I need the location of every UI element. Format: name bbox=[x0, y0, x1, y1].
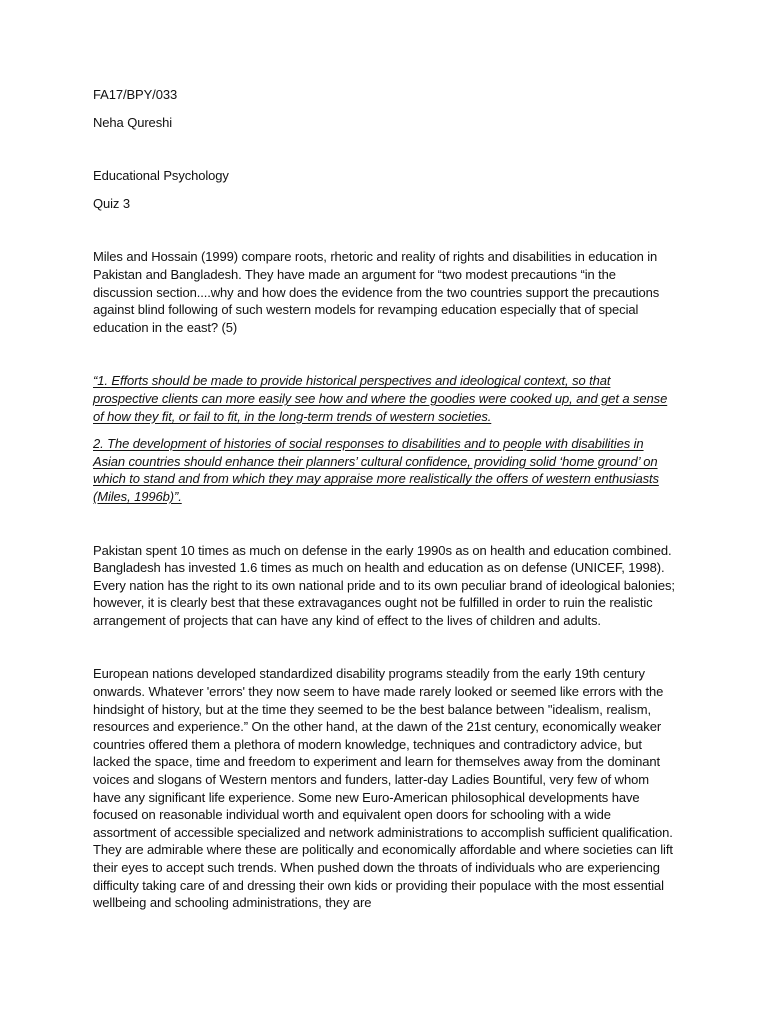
answer-paragraph-2: European nations developed standardized disability programs steadily from the early 19th century onwards. Whatever 'errors' they now seem to have made rarely looked or seemed like errors with the hindsight of history, but at the time they seemed to be the best balance between "idealism, realism, resources and experience.” On the other hand, at the dawn of the 21st century, economically weaker countries offered them a plethora of modern knowledge, techniques and contradictory advice, but lacked the space, time and freedom to experiment and learn for themselves away from the dominant voices and slogans of Western mentors and funders, latter-day Ladies Bountiful, very few of whom have any significant life experience. Some new Euro-American philosophical developments have focused on reasonable individual worth and equivalent open doors for schooling with a wide assortment of accessible specialized and network administrations to accomplish sufficient qualification. They are admirable where these are politically and economically affordable and where societies can lift their eyes to accept such trends. When pushed down the throats of individuals who are experiencing difficulty taking care of and dressing their own kids or providing their populace with the most essential wellbeing and schooling administrations, they are bbox=[93, 666, 673, 911]
answer-paragraph-1: Pakistan spent 10 times as much on defense in the early 1990s as on health and education combined. Bangladesh has invested 1.6 times as much on health and education as on defense (UNICEF, 1998). Every nation has the right to its own national pride and to its own peculiar brand of ideological balonies; however, it is clearly best that these extravagances ought not be fulfilled in order to ruin the realistic arrangement of projects that can have any kind of effect to the lives of children and adults. bbox=[93, 542, 675, 628]
student-name: Neha Qureshi bbox=[93, 114, 173, 130]
quote-precaution-1: “1. Efforts should be made to provide historical perspectives and ideological context, so that prospective clients can more easily see how and where the goodies were cooked up, and get a sense of how they fit, or fail to fit, in the long-term trends of western societies. bbox=[93, 373, 668, 424]
question-text: Miles and Hossain (1999) compare roots, rhetoric and reality of rights and disabilities in education in Pakistan and Bangladesh. They have made an argument for “two modest precautions “in the discussion section....why and how does the evidence from the two countries support the precautions against blind following of such western models for revamping education especially that of special education in the east? (5) bbox=[93, 249, 660, 335]
quote-precaution-2: 2. The development of histories of social responses to disabilities and to people with disabilities in Asian countries should enhance their planners’ cultural confidence, providing solid ‘home ground’ on which to stand and from which they may appraise more realistically the offers of western enthusiasts (Miles, 1996b)”. bbox=[93, 436, 659, 504]
assessment-title: Quiz 3 bbox=[93, 195, 130, 211]
course-title: Educational Psychology bbox=[93, 168, 229, 184]
document-body bbox=[93, 86, 677, 912]
student-id: FA17/BPY/033 bbox=[93, 87, 178, 102]
